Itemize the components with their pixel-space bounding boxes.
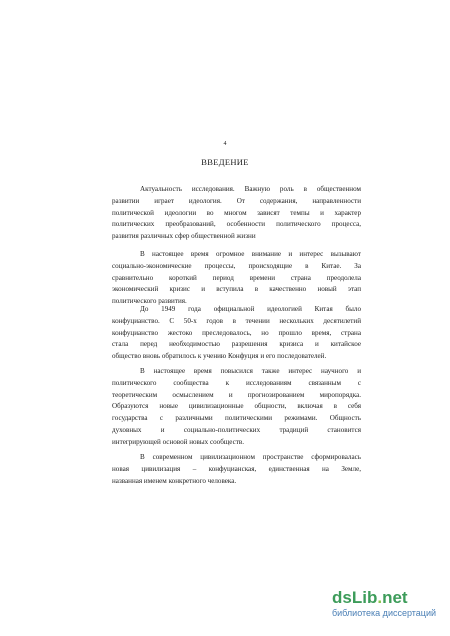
paragraph-4 bbox=[112, 366, 361, 449]
page-number: 4 bbox=[223, 141, 227, 147]
paragraph-line: государства с различными политическими режимами. Общность bbox=[112, 414, 361, 423]
paragraph-line: Актуальность исследования. Важную роль в общественном bbox=[140, 185, 361, 193]
paragraph-5 bbox=[112, 452, 361, 487]
paragraph-line: социально-экономические процессы, происходящие в Китае. За bbox=[112, 261, 361, 270]
paragraph-line: конфуцианство. С 50-х годов в течении нескольких десятилетий bbox=[112, 316, 361, 325]
paragraph-line: общество вновь обратилось к учению Конфуция и его последователей. bbox=[112, 352, 327, 361]
paragraph-3 bbox=[112, 304, 361, 363]
watermark-subtitle: библиотека диссертаций bbox=[332, 608, 437, 618]
logo-main-text: dsLib bbox=[332, 588, 378, 607]
paragraph-line: духовных и социально-политических традиций становится bbox=[112, 425, 361, 434]
dslib-watermark[interactable] bbox=[332, 589, 442, 619]
paragraph-1 bbox=[112, 184, 361, 243]
paragraph-line: До 1949 года официальной идеологией Китая было bbox=[140, 305, 361, 313]
paragraph-line: конфуцианство жестоко преследовалось, но прошло время, страна bbox=[112, 328, 361, 337]
paragraph-line: стала перед необходимостью разрешения кризиса и китайское bbox=[112, 340, 361, 349]
paragraph-line: экономический кризис и вступила в качественно новый этап bbox=[112, 285, 361, 294]
paragraph-line: В настоящее время огромное внимание и интерес вызывают bbox=[140, 250, 361, 258]
paragraph-line: названная именем конкретного человека. bbox=[112, 476, 237, 485]
logo-tld-text: net bbox=[382, 588, 408, 607]
logo-dot: . bbox=[377, 588, 383, 607]
paragraph-line: сравнительно короткий период времени страна преодолела bbox=[112, 273, 361, 282]
paragraph-line: развития различных сфер общественной жизни bbox=[112, 232, 256, 241]
paragraph-line: В настоящее время повысился также интерес научного и bbox=[140, 367, 361, 375]
paragraph-2 bbox=[112, 249, 361, 308]
paragraph-line: политической идеологии во многом зависят темпы и характер bbox=[112, 208, 361, 217]
paragraph-line: политического сообщества к исследованиям связанным с bbox=[112, 378, 361, 387]
paragraph-line: новая цивилизация – конфуцианская, единственная на Земле, bbox=[112, 464, 361, 473]
paragraph-line: Образуются новые цивилизационные общности, включая в себя bbox=[112, 402, 361, 411]
paragraph-line: политического развития. bbox=[112, 297, 187, 306]
paragraph-line: В современном цивилизационном пространстве сформировалась bbox=[140, 453, 361, 461]
paragraph-line: политических преобразований, особенности политического процесса, bbox=[112, 220, 361, 229]
page-title: ВВЕДЕНИЕ bbox=[201, 157, 249, 167]
paragraph-line: теоретическим осмыслением и прогнозированием миропорядка. bbox=[112, 390, 361, 399]
paragraph-line: развитии играет идеология. От содержания, направленности bbox=[112, 196, 361, 205]
paragraph-line: интегрирующей основой новых сообществ. bbox=[112, 437, 244, 446]
dslib-logo bbox=[332, 589, 442, 607]
